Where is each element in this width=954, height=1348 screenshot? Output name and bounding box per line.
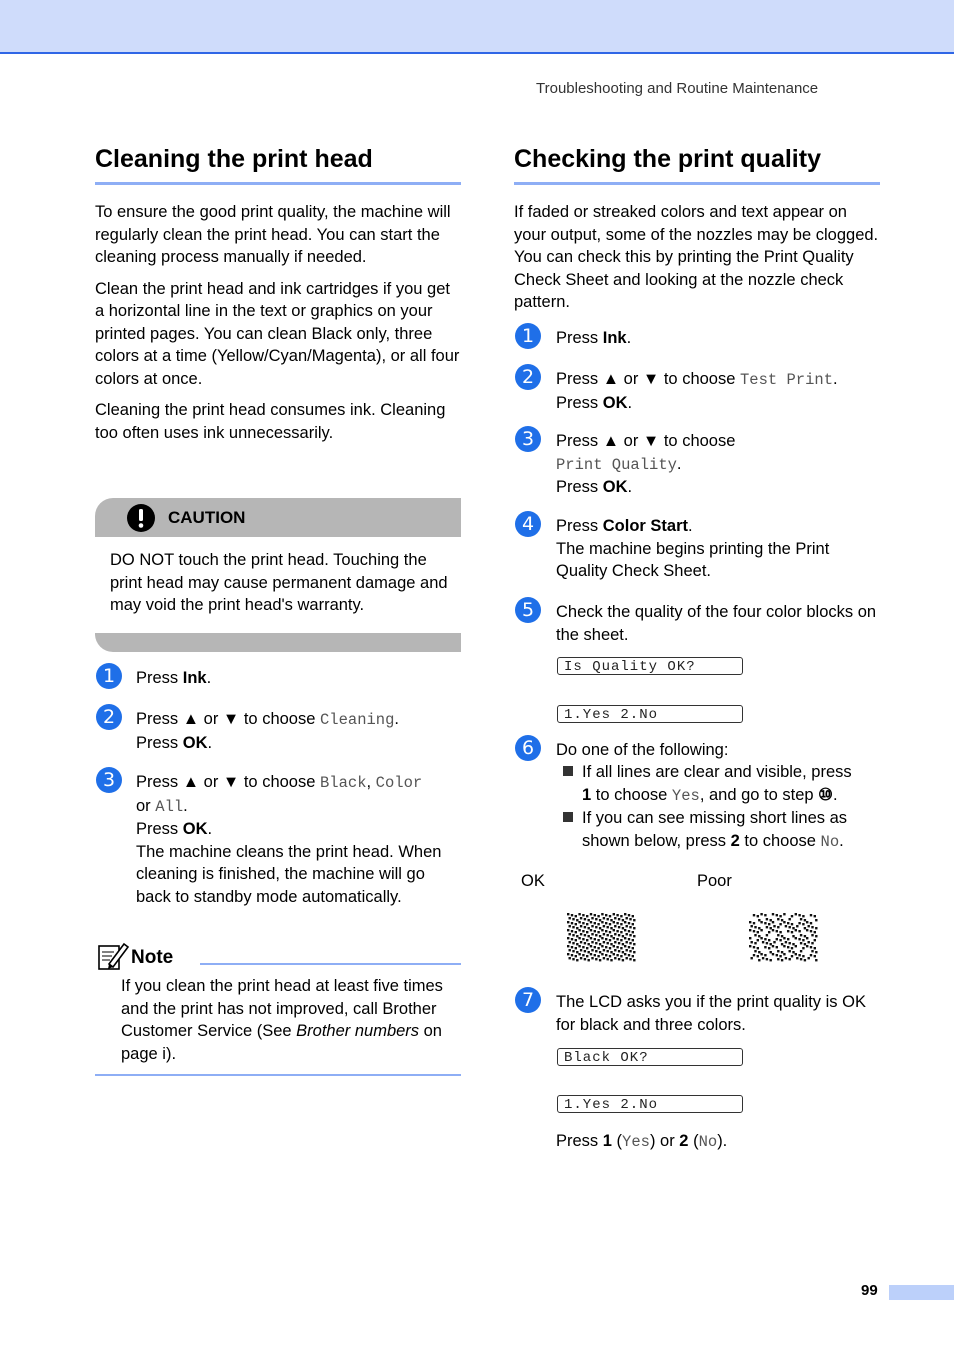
menu-option: Cleaning (319, 711, 395, 729)
bullet-icon (563, 766, 573, 776)
right-column (514, 145, 880, 314)
punct: . (688, 517, 693, 535)
lcd-display: 1.Yes 2.No (557, 705, 743, 723)
exclamation-icon (126, 503, 156, 533)
nozzle-pattern-ok (567, 913, 637, 963)
menu-option: Print Quality (556, 455, 677, 474)
ok-label: OK (521, 872, 545, 890)
poor-label: Poor (697, 872, 732, 890)
punct: . (207, 820, 213, 838)
step-number: 6 (515, 735, 541, 761)
caution-label: CAUTION (168, 508, 246, 527)
lcd-display: 1.Yes 2.No (557, 1095, 743, 1113)
lcd-display: Black OK? (557, 1048, 743, 1066)
key-name: OK (602, 393, 628, 412)
lcd-display: Is Quality OK? (557, 657, 743, 675)
step-1 (556, 327, 880, 350)
caution-header (95, 498, 461, 537)
step-2 (556, 368, 880, 414)
step-2 (136, 708, 461, 754)
step-7-instruction: Press 1 (Yes) or 2 (No). (556, 1132, 728, 1151)
note-label: Note (131, 947, 174, 968)
key-name: OK (602, 478, 628, 496)
step-text: Press (556, 393, 603, 412)
list-item: If all lines are clear and visible, press (563, 761, 880, 784)
menu-option: Color (375, 774, 423, 792)
step-text: Press ▲ or ▼ to choose (556, 370, 740, 388)
note-pencil-icon (97, 941, 129, 971)
key-name: OK (182, 733, 208, 752)
note-text-part: on page i). (121, 1022, 442, 1063)
step-1 (136, 667, 461, 690)
step-7: The LCD asks you if the print quality is OK for black and three colors. (556, 993, 866, 1034)
note-reference: Brother numbers (296, 1022, 420, 1040)
punct: . (833, 370, 838, 388)
bullet-list (563, 761, 880, 853)
step-number: 1 (96, 663, 122, 689)
step-number: 4 (515, 511, 541, 537)
step-text: Press (136, 669, 183, 687)
step-number: 3 (96, 767, 122, 793)
punct: . (183, 796, 188, 815)
step-text: Press ▲ or ▼ to choose (556, 432, 736, 450)
menu-option: Black (319, 774, 367, 792)
step-text: Press ▲ or ▼ to choose (136, 773, 320, 791)
step-number: 3 (515, 426, 541, 452)
list-item: If you can see missing short lines as shown below, press 2 to choose No. (563, 807, 880, 853)
page-tab (889, 1285, 954, 1300)
note-rule (200, 963, 461, 965)
key-name: Ink (182, 669, 207, 687)
step-5: Check the quality of the four color blocks on the sheet. (556, 603, 877, 644)
caution-footer (95, 633, 461, 652)
note-bottom-rule (95, 1074, 461, 1076)
step-text: Press (136, 733, 183, 752)
step-3 (136, 771, 461, 908)
punct: , (366, 773, 376, 791)
caution-text: DO NOT touch the print head. Touching the print head may cause permanent damage and may void the print head's warranty. (110, 551, 448, 614)
punct: . (206, 669, 212, 687)
step-text: Press (136, 820, 183, 838)
step-3 (556, 430, 880, 499)
step-description: The machine cleans the print head. When cleaning is finished, the machine will go back to standby mode automatically. (136, 842, 442, 906)
paragraph: Cleaning the print head consumes ink. Cleaning too often uses ink unnecessarily. (95, 401, 446, 442)
step-text: Press (556, 329, 603, 347)
left-column (95, 145, 461, 444)
menu-option: Test Print (739, 371, 833, 389)
step-text: Press (556, 517, 603, 535)
step-text: Press ▲ or ▼ to choose (136, 710, 320, 728)
punct: . (207, 733, 213, 752)
key-name: Color Start (602, 517, 689, 535)
step-number: 2 (515, 364, 541, 390)
step-number: 7 (515, 987, 541, 1013)
paragraph: Clean the print head and ink cartridges if you get a horizontal line in the text or graphics on your printed pages. You can clean Black only, three colors at a time (Yellow/Cyan/Magenta), or all four colors at once. (95, 279, 460, 388)
section-title: Cleaning the print head (95, 145, 461, 185)
key-name: OK (182, 820, 208, 838)
step-text: or (136, 796, 156, 815)
nozzle-pattern-poor (749, 913, 821, 963)
step-number: 5 (515, 597, 541, 623)
punct: . (627, 478, 633, 496)
punct: . (626, 329, 632, 347)
note-text (121, 975, 461, 1065)
key-name: Ink (602, 329, 627, 347)
step-6: Do one of the following: (556, 741, 729, 759)
menu-option: All (155, 797, 184, 816)
step-description: The machine begins printing the Print Quality Check Sheet. (556, 539, 830, 580)
note-text-part: If you clean the print head at least five times and the print has not improved, call Brother Customer Service (See (121, 977, 443, 1040)
punct: . (394, 710, 399, 728)
page-number: 99 (861, 1282, 878, 1299)
top-band (0, 0, 954, 54)
section-title: Checking the print quality (514, 145, 880, 185)
paragraph: If faded or streaked colors and text appear on your output, some of the nozzles may be clogged. You can check this by printing the Print Quality Check Sheet and looking at the nozzle check pattern. (514, 203, 879, 311)
step-number: 1 (515, 323, 541, 349)
running-header: Troubleshooting and Routine Maintenance (536, 80, 819, 97)
punct: . (627, 393, 633, 412)
step-4 (556, 515, 880, 583)
paragraph: To ensure the good print quality, the machine will regularly clean the print head. You can start the cleaning process manually if needed. (95, 203, 451, 266)
list-item-cont: 1 to choose Yes, and go to step ⑩. (582, 785, 838, 805)
step-text: Press (556, 478, 603, 496)
step-number: 2 (96, 704, 122, 730)
punct: . (676, 454, 682, 473)
bullet-icon (563, 812, 573, 822)
